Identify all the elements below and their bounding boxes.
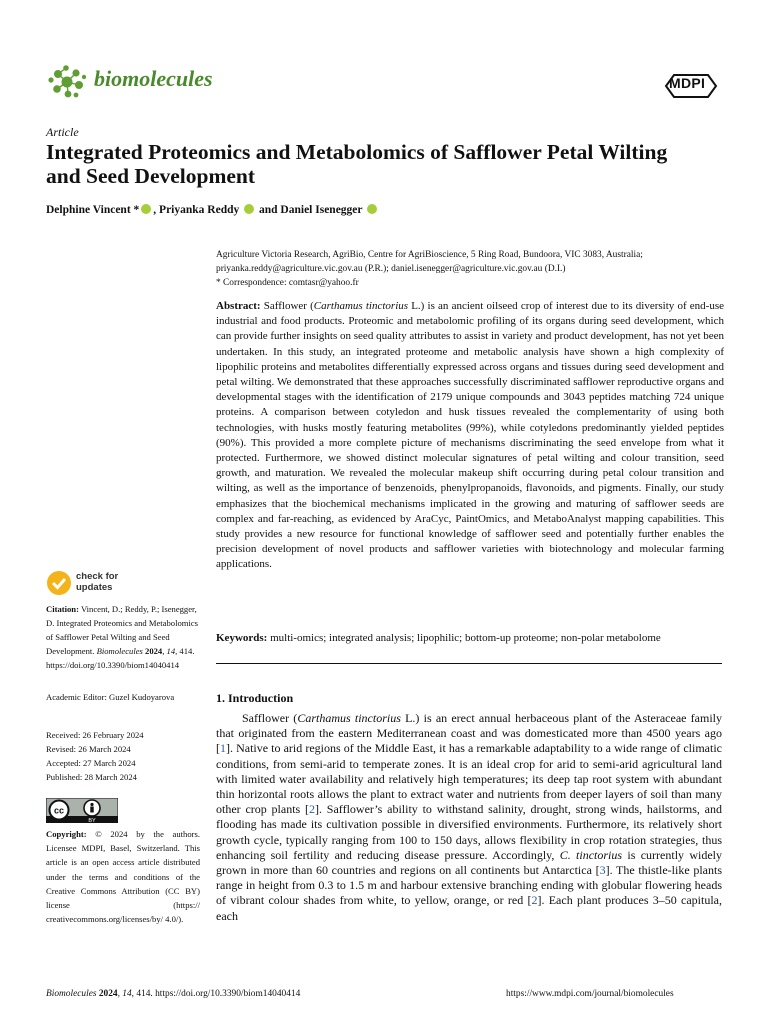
footer-volume: , 14 xyxy=(117,989,132,999)
journal-logo-icon xyxy=(46,62,88,102)
species-name: C. tinctorius xyxy=(559,847,623,862)
author-2[interactable]: Priyanka Reddy xyxy=(159,204,240,216)
keywords-text: multi-omics; integrated analysis; lipophilic; bottom-up proteome; non-polar metabolome xyxy=(267,632,661,644)
body-text: is currently widely grown in more than 60 countries and regions on all continents but Antarctica [ xyxy=(216,847,723,878)
check-label: check for xyxy=(76,571,119,582)
citation-journal: Biomolecules xyxy=(96,646,143,656)
body-text: L.) is an erect annual herbaceous plant of the Asteraceae family that originated from the eastern Mediterranean coast and was domesticated more than 4500 years ago [ xyxy=(216,711,723,756)
citation-link[interactable]: 2 xyxy=(531,893,538,908)
footer-year: 2024 xyxy=(96,989,118,999)
orcid-icon[interactable] xyxy=(244,204,254,214)
citation-year: 2024 xyxy=(142,646,163,656)
author-1[interactable]: Delphine Vincent * xyxy=(46,204,140,216)
body-text: ]. The thistle-like plants range in height from 0.3 to 1.5 m and harbour extensive branching ending with globular flowering heads of vibrant colour shades from white, to yellow, orange, or red [ xyxy=(216,863,723,908)
date-received: Received: 26 February 2024 xyxy=(46,730,144,740)
abstract xyxy=(216,299,724,573)
citation-link[interactable]: 3 xyxy=(599,863,606,878)
citation-label: Citation: xyxy=(46,604,79,614)
cc-by-license-icon[interactable] xyxy=(46,798,118,823)
body-text: Safflower ( xyxy=(242,711,298,725)
check-updates-icon xyxy=(46,570,72,596)
cc-by-label: BY xyxy=(88,818,96,823)
check-label: updates xyxy=(76,582,113,593)
author-3[interactable]: Daniel Isenegger xyxy=(280,204,363,216)
date-revised: Revised: 26 March 2024 xyxy=(46,744,131,754)
journal-name: biomolecules xyxy=(94,66,213,91)
keywords xyxy=(216,631,724,646)
citation-doi[interactable]: , 414. https://doi.org/10.3390/biom14040414 xyxy=(46,646,195,670)
orcid-icon[interactable] xyxy=(367,204,377,214)
citation-text: Vincent, D.; Reddy, P.; Isenegger, D. Integrated Proteomics and Metabolomics of Safflower Petal Wilting and Seed Development. xyxy=(46,604,199,656)
abstract-label: Abstract: xyxy=(216,300,261,312)
abstract-text: L.) is an ancient oilseed crop of interest due to its diversity of end-use industrial and food products. Proteomic and metabolomic profiling of its organs during seed development, which can provide further insights on seed quality attributes to assist in variety and product development, has not yet been undertaken. In this study, an integrated proteome and metabolic analysis have shown a high complexity of lipophilic proteins and metabolites differentially expressed across organs and tissues during seed development and petal wilting. We demonstrated that these approaches successfully discriminated safflower reproductive organs and developmental stages with the identification of 2179 unique compounds and 3043 peptides matching 724 unique proteins. A comparison between cotyledon and husk tissues revealed the complementarity of using both technologies, with husks mostly featuring metabolites (99%), while cotyledons predominantly yielded peptides (90%). This provided a more complete picture of mechanisms discriminating the seed envelope from what it protected. Furthermore, we showed distinct molecular signatures of petal wilting and colour transition, seed growth, and maturation. We revealed the molecular makeup shift occurring during petal colour transition and wilting, as well as the importance of benzenoids, phenylpropanoids, flavonoids, and pigments. Finally, our study emphasizes that the biochemical mechanisms implicated in the growing and maturing of safflower seeds are complex and far-reaching, as evidenced by AraCyc, PaintOmics, and MetaboAnalyst mapping capabilities. This study provides a new resource for functional knowledge of safflower seed and potentially further enables the precision development of novel products and safflower varieties with biotechnology and molecular farming applications. xyxy=(216,300,725,571)
citation-link[interactable]: 1 xyxy=(220,741,226,756)
affiliations xyxy=(216,248,726,290)
keywords-label: Keywords: xyxy=(216,632,268,644)
introduction-paragraph xyxy=(216,711,722,924)
species-name: Carthamus tinctorius xyxy=(297,711,401,725)
species-name: Carthamus tinctorius xyxy=(313,300,409,312)
author-list xyxy=(46,204,379,216)
citation-block xyxy=(46,602,200,672)
affiliation-emails: priyanka.reddy@agriculture.vic.gov.au (P.R.); daniel.isenegger@agriculture.vic.gov.au (D.I.) xyxy=(216,264,566,274)
citation-volume: , 14 xyxy=(162,646,176,656)
body-text: ]. Native to arid regions of the Middle East, it has a remarkable adaptability to a wide range of climatic conditions, from semi-arid to temperate zones. It is an ideal crop for arid to semi-arid agricultural land with limited water availability and relatively high temperatures; its deep tap root system with abundant thin horizontal roots allows the plant to extract water and nutrients from deeper layers of soil than many other crop plants [ xyxy=(216,741,722,817)
author-separator: and xyxy=(256,204,281,216)
citation-link[interactable]: 2 xyxy=(309,802,316,817)
dates-block xyxy=(46,728,200,784)
copyright-block xyxy=(46,827,200,926)
abstract-text: Safflower ( xyxy=(260,300,314,312)
publisher-name: MDPI xyxy=(669,75,706,91)
svg-text:cc: cc xyxy=(53,805,65,816)
footer-journal: Biomolecules xyxy=(46,989,97,999)
orcid-icon[interactable] xyxy=(141,204,151,214)
footer-doi-link[interactable]: , 414. https://doi.org/10.3390/biom14040414 xyxy=(131,989,301,999)
date-published: Published: 28 March 2024 xyxy=(46,772,137,782)
affiliation-line: Agriculture Victoria Research, AgriBio, Centre for AgriBioscience, 5 Ring Road, Bundoora, VIC 3083, Australia; xyxy=(216,250,643,260)
copyright-label: Copyright: xyxy=(46,829,87,839)
correspondence: * Correspondence: comtasr@yahoo.fr xyxy=(216,278,359,288)
body-text: ]. Safflower’s ability to withstand salinity, drought, strong winds, hailstorms, and flooding has made its cultivation possible in diversified environments. Furthermore, its relatively short growth cycle, typically ranging from 100 to 150 days, allows flexibility in crop rotation strategies, thus enhancing soil fertility and reducing disease pressure. Accordingly, xyxy=(216,802,722,862)
footer-citation xyxy=(46,989,300,999)
divider xyxy=(216,663,722,664)
article-type: Article xyxy=(46,125,79,139)
section-heading: 1. Introduction xyxy=(216,691,294,705)
article-title: Integrated Proteomics and Metabolomics of Safflower Petal Wilting and Seed Development xyxy=(46,140,668,188)
academic-editor: Academic Editor: Guzel Kudoyarova xyxy=(46,692,175,702)
footer-journal-url[interactable]: https://www.mdpi.com/journal/biomolecules xyxy=(506,989,674,999)
check-for-updates-button[interactable] xyxy=(46,570,126,596)
date-accepted: Accepted: 27 March 2024 xyxy=(46,758,136,768)
copyright-text: © 2024 by the authors. Licensee MDPI, Basel, Switzerland. This article is an open access article distributed under the terms and conditions of the Creative Commons Attribution (CC BY) license (https:// creativecommons.org/licenses/by/ 4.0/). xyxy=(46,829,200,925)
author-separator: , xyxy=(153,204,160,216)
body-text: ]. Each plant produces 3–50 capitula, each xyxy=(216,893,722,923)
